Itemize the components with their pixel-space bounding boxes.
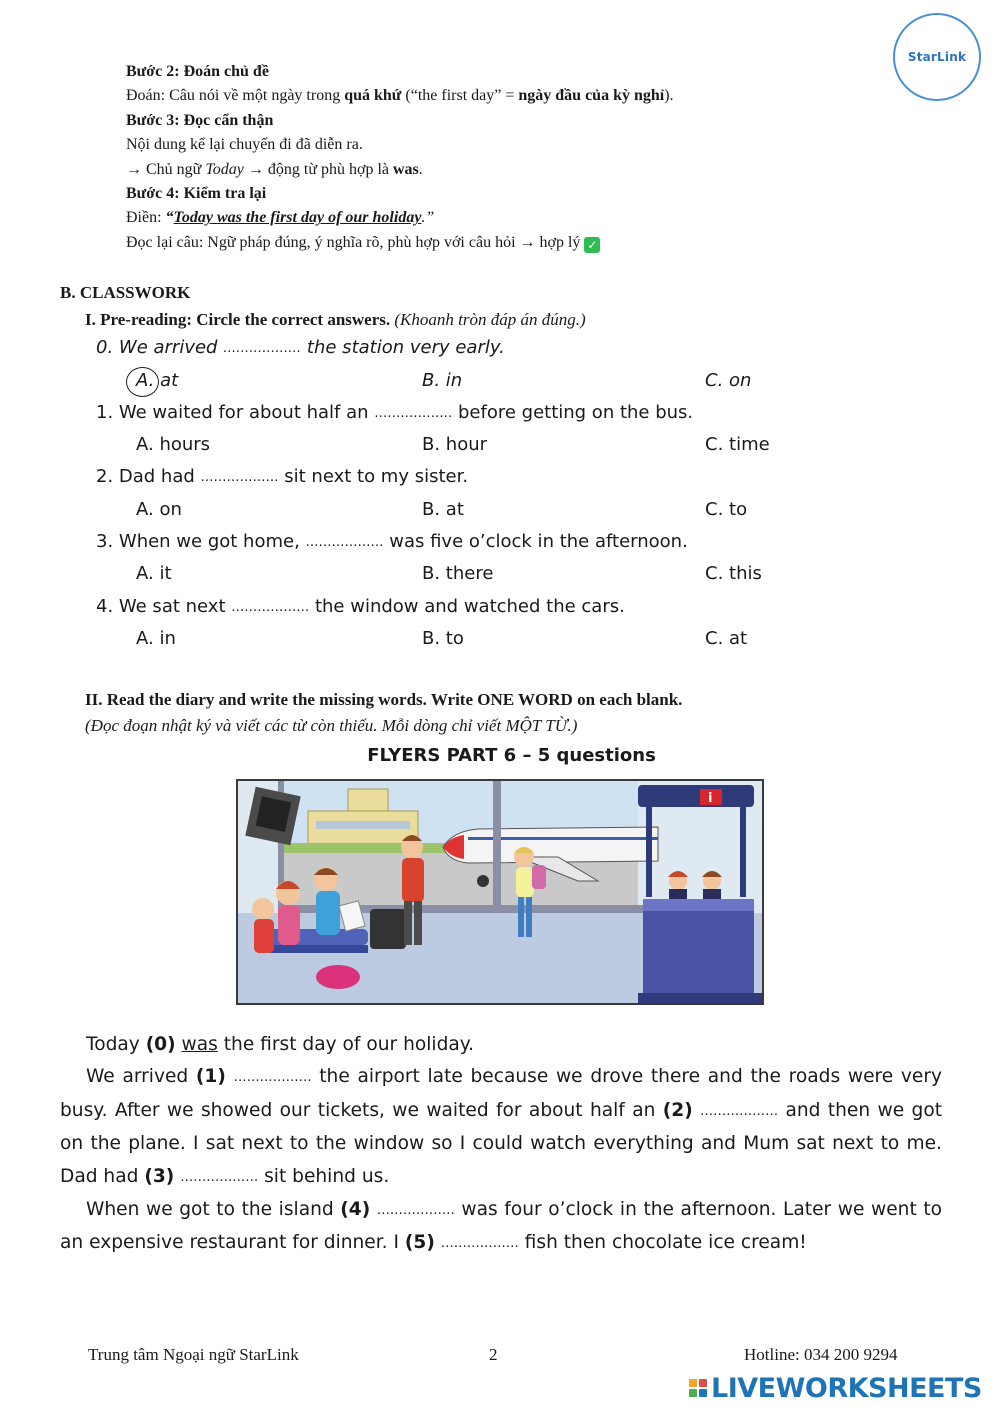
q2-option-a[interactable]: A. on: [136, 499, 182, 520]
step3-line1: Nội dung kể lại chuyến đi đã diễn ra.: [126, 136, 363, 154]
q0-option-b[interactable]: B. in: [422, 370, 463, 391]
question-3: 3. When we got home, ……………… was five o’clock in the afternoon.: [96, 531, 688, 552]
q1-option-c[interactable]: C. time: [705, 434, 770, 455]
question-1: 1. We waited for about half an ……………… before getting on the bus.: [96, 402, 694, 423]
flyers-title: FLYERS PART 6 – 5 questions: [367, 745, 656, 766]
logo-text: StarLink: [907, 50, 967, 64]
check-icon: ✓: [584, 237, 600, 253]
blank-5[interactable]: ………………: [440, 1236, 519, 1252]
airport-illustration: [236, 779, 764, 1005]
step4-title: Bước 4: Kiểm tra lại: [126, 185, 267, 203]
diary-paragraph-2: We arrived (1) ……………… the airport late because we drove there and the roads were very busy. After we showed our tickets, we waited for about half an (2) ……………… and then we got on the plane. I sat next to the window so I could watch everything and Mum sat next to me. Dad had (3) ……………… sit behind us.: [60, 1066, 942, 1187]
footer-center-name: Trung tâm Ngoại ngữ StarLink: [88, 1345, 299, 1364]
question-0: 0. We arrived ……………… the station very early.: [96, 337, 505, 358]
part2-heading: II. Read the diary and write the missing words. Write ONE WORD on each blank.: [85, 690, 683, 709]
step4-line1: Điền: “Today was the first day of our holiday.”: [126, 209, 435, 227]
liveworksheets-logo: [689, 1371, 989, 1405]
part1-heading: I. Pre-reading: Circle the correct answers. (Khoanh tròn đáp án đúng.): [85, 310, 586, 329]
q2-option-b[interactable]: B. at: [422, 499, 464, 520]
info-icon: i: [708, 791, 713, 806]
q4-option-b[interactable]: B. to: [422, 628, 464, 649]
question-4: 4. We sat next ……………… the window and watched the cars.: [96, 596, 625, 617]
q1-option-a[interactable]: A. hours: [136, 434, 211, 455]
part2-note: (Đọc đoạn nhật ký và viết các từ còn thiếu. Mỗi dòng chỉ viết MỘT TỪ.): [85, 716, 578, 735]
step2-line: Đoán: Câu nói về một ngày trong quá khứ (“the first day” = ngày đầu của kỳ nghỉ).: [126, 87, 674, 105]
q3-option-b[interactable]: B. there: [422, 563, 494, 584]
q4-option-a[interactable]: A. in: [136, 628, 176, 649]
example-answer: was: [181, 1034, 218, 1055]
q3-option-c[interactable]: C. this: [705, 563, 762, 584]
blank-2[interactable]: ………………: [700, 1103, 779, 1119]
diary-paragraph-3: When we got to the island (4) ……………… was four o’clock in the afternoon. Later we went to an expensive restaurant for dinner. I (5) ……………… fish then chocolate ice cream!: [60, 1199, 942, 1254]
blank-3[interactable]: ………………: [180, 1169, 259, 1185]
step2-title: Bước 2: Đoán chủ đề: [126, 63, 269, 80]
q3-option-a[interactable]: A. it: [136, 563, 172, 584]
step3-title: Bước 3: Đọc cẩn thận: [126, 111, 274, 129]
blank-4[interactable]: ………………: [376, 1203, 455, 1219]
solution-steps: [126, 60, 866, 255]
q4-option-c[interactable]: C. at: [705, 628, 748, 649]
question-2: 2. Dad had ……………… sit next to my sister.: [96, 466, 469, 487]
answer-circle-icon: [126, 367, 159, 397]
blank-1[interactable]: ………………: [233, 1070, 312, 1086]
footer-hotline: Hotline: 034 200 9294: [744, 1345, 898, 1364]
diary-paragraph-1: Today (0) was the first day of our holiday.: [86, 1034, 475, 1055]
page-number: 2: [489, 1345, 498, 1364]
q2-option-c[interactable]: C. to: [705, 499, 748, 520]
liveworksheets-text: LIVEWORKSHEETS: [711, 1372, 982, 1404]
step3-line2: → Chủ ngữ Today → động từ phù hợp là was.: [126, 160, 423, 178]
diary-text: [60, 1029, 942, 1261]
q1-option-b[interactable]: B. hour: [422, 434, 488, 455]
step4-line2: Đọc lại câu: Ngữ pháp đúng, ý nghĩa rõ, phù hợp với câu hỏi → hợp lý ✓: [126, 231, 866, 255]
section-b-title: B. CLASSWORK: [60, 283, 191, 302]
q0-option-a[interactable]: A. at: [136, 370, 178, 391]
q0-option-c[interactable]: C. on: [705, 370, 752, 391]
liveworksheets-icon: [689, 1379, 707, 1397]
starlink-logo: [893, 13, 981, 101]
